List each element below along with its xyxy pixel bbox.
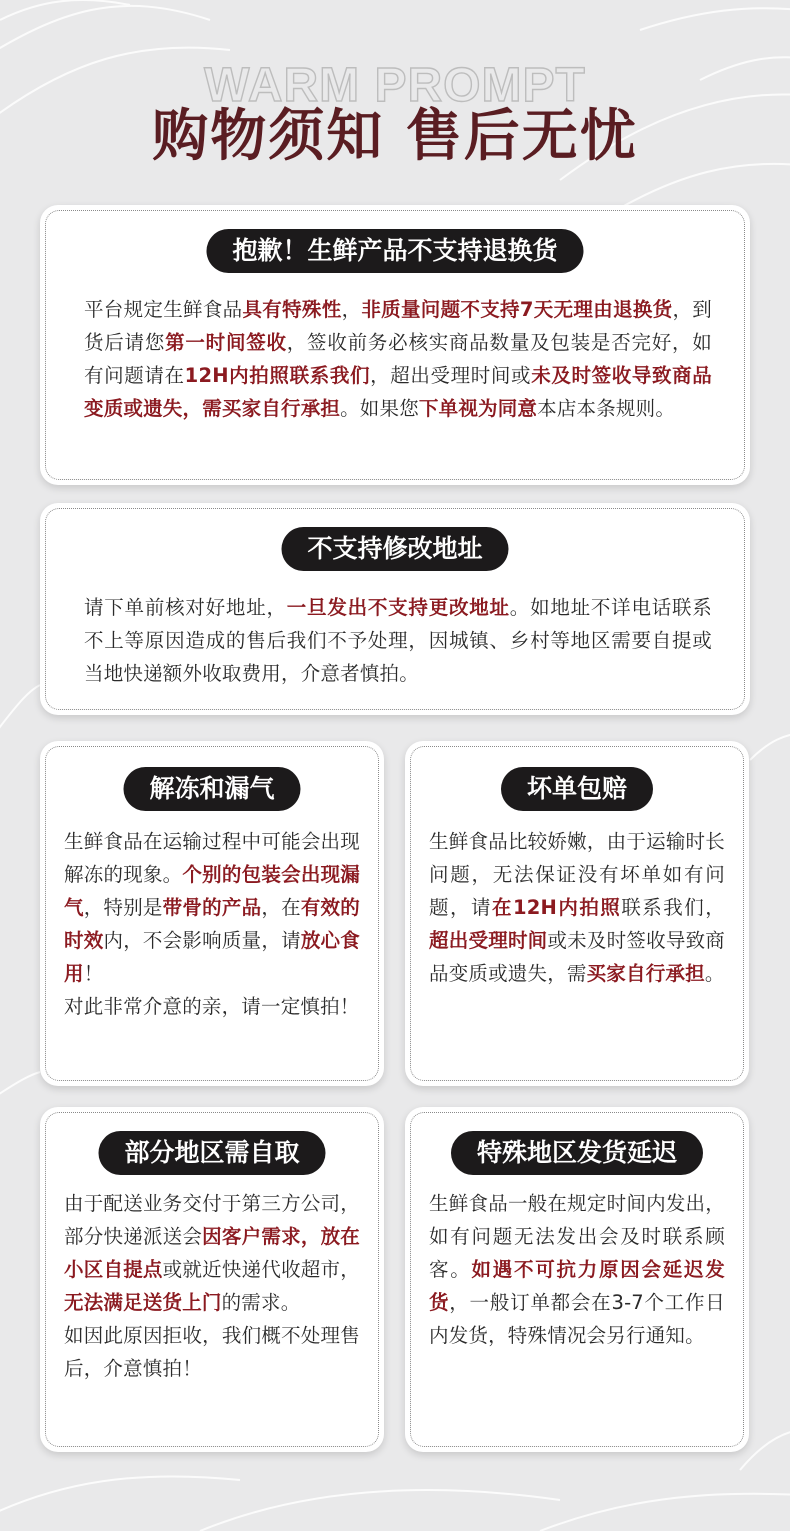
highlight-text: 一旦发出不支持更改地址 [286, 596, 510, 619]
highlight-text: 放心食用 [64, 929, 360, 985]
header-ghost-text: WARM PROMPT [204, 59, 586, 112]
highlight-text: 如遇不可抗力原因会延迟发货 [429, 1258, 725, 1314]
page-title: 购物须知 售后无忧 [152, 104, 638, 169]
highlight-text: 超出受理时间 [429, 929, 548, 952]
body-text: ，签收前务必核实商品数量及包装是否完好，如有问题请在 [84, 331, 713, 387]
no-address-change-text [84, 591, 712, 690]
body-text: 或未及时签收导致商品变质或遗失，需 [429, 929, 725, 985]
card-title-pill: 特殊地区发货延迟 [451, 1131, 703, 1175]
delivery-delay-text [429, 1187, 725, 1352]
highlight-text: 下单视为同意 [418, 397, 538, 420]
card-title-pill: 坏单包赔 [501, 767, 653, 811]
thaw-leak-card [40, 741, 384, 1086]
damage-compensation-text [429, 825, 725, 990]
highlight-text: 第一时间签收 [165, 331, 287, 354]
self-pickup-text [64, 1187, 360, 1385]
delivery-delay-card [405, 1107, 749, 1452]
body-text: 的需求。 [221, 1291, 301, 1314]
body-text: 对此非常介意的亲，请一定慎拍！ [64, 995, 360, 1018]
body-text: ，超出受理时间或 [370, 364, 532, 387]
body-text: 本店本条规则。 [537, 397, 676, 420]
body-text: 或就近快递代收超市， [162, 1258, 360, 1281]
body-text: ， [341, 298, 362, 321]
card-title-pill: 解冻和漏气 [123, 767, 300, 811]
body-text: 如因此原因拒收，我们概不处理售后，介意慎拍！ [64, 1324, 360, 1380]
body-text: 联系我们， [621, 896, 725, 919]
body-text: 生鲜食品一般在规定时间内发出，如有问题无法发出会及时联系顾客。 [429, 1192, 725, 1281]
body-text: ，一般订单都会在3-7个工作日内发货，特殊情况会另行通知。 [429, 1291, 725, 1347]
highlight-text: 在12H内拍照 [491, 896, 622, 919]
body-text: 内，不会影响质量，请 [103, 929, 301, 952]
highlight-text: 无法满足送货上门 [64, 1291, 222, 1314]
highlight-text: 非质量问题不支持7天无理由退换货 [361, 298, 673, 321]
highlight-text: 个别的包装会出现漏气 [64, 863, 360, 919]
no-return-text [84, 293, 712, 425]
no-address-change-card [40, 503, 750, 715]
page-header [0, 0, 790, 200]
self-pickup-card [40, 1107, 384, 1452]
thaw-leak-text [64, 825, 360, 1023]
body-text: ，特别是 [83, 896, 163, 919]
highlight-text: 买家自行承担 [586, 962, 705, 985]
body-text: 由于配送业务交付于第三方公司，部分快递派送会 [64, 1192, 360, 1248]
highlight-text: 未及时签收导致商品变质或遗失，需买家自行承担 [84, 364, 712, 420]
highlight-text: 因客户需求，放在小区自提点 [64, 1225, 360, 1281]
card-title-pill: 不支持修改地址 [281, 527, 508, 571]
body-text: 。 [704, 962, 725, 985]
highlight-text: 12H内拍照联系我们 [184, 364, 371, 387]
highlight-text: 带骨的产品 [162, 896, 262, 919]
body-text: 。如果您 [340, 397, 419, 420]
body-text: 生鲜食品在运输过程中可能会出现解冻的现象。 [64, 830, 360, 886]
body-text: 。如地址不详电话联系不上等原因造成的售后我们不予处理，因城镇、乡村等地区需要自提或当地快递额外收取费用，介意者慎拍。 [84, 596, 712, 685]
body-text: 请下单前核对好地址， [84, 596, 287, 619]
body-text: 生鲜食品比较娇嫩，由于运输时长问题，无法保证没有坏单如有问题，请 [429, 830, 725, 919]
card-title-pill: 部分地区需自取 [98, 1131, 325, 1175]
body-text: ，到货后请您 [84, 298, 712, 354]
highlight-text: 具有特殊性 [242, 298, 342, 321]
body-text: ，在 [261, 896, 301, 919]
no-return-card [40, 205, 750, 485]
body-text: ！ [83, 962, 104, 985]
damage-compensation-card [405, 741, 749, 1086]
highlight-text: 有效的时效 [64, 896, 360, 952]
card-title-pill: 抱歉！生鲜产品不支持退换货 [206, 229, 583, 273]
body-text: 平台规定生鲜食品 [84, 298, 243, 321]
